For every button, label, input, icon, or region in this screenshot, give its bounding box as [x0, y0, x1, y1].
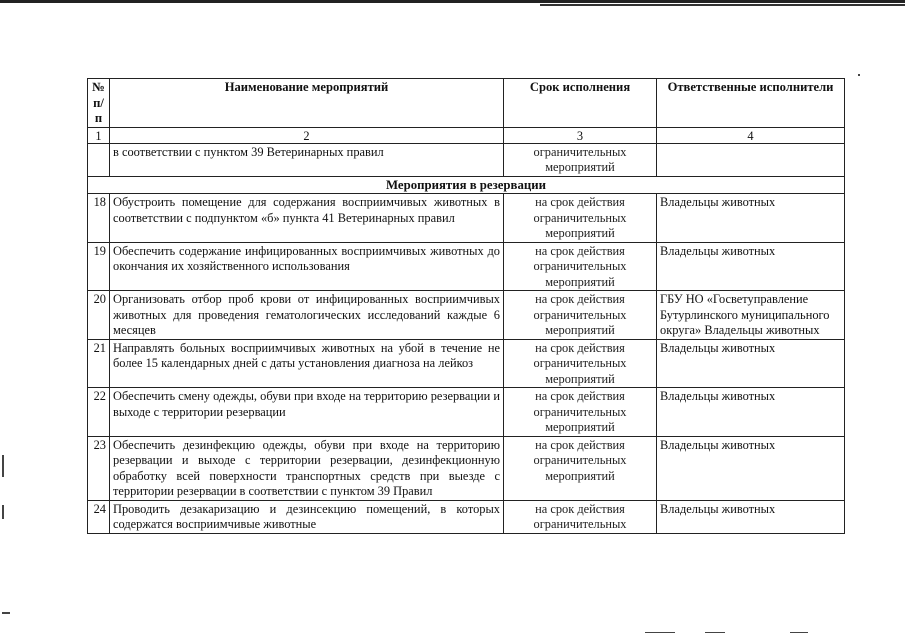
column-index-3: 3: [504, 127, 657, 143]
row-resp: [657, 143, 845, 176]
row-term: на срок действия ограничительных мероприятий: [504, 339, 657, 388]
table-row: [88, 194, 845, 243]
row-num: 18: [88, 194, 110, 243]
row-name: Обеспечить смену одежды, обуви при входе на территорию резервации и выходе с территории резервации: [110, 388, 504, 437]
column-index-1: 1: [88, 127, 110, 143]
row-num: 24: [88, 500, 110, 533]
row-resp: Владельцы животных: [657, 339, 845, 388]
table-row: [88, 242, 845, 291]
scan-mark-bottom-2: [705, 632, 725, 633]
section-title: Мероприятия в резервации: [88, 176, 845, 194]
column-index-2: 2: [110, 127, 504, 143]
measures-table: [87, 78, 845, 534]
table-row: [88, 388, 845, 437]
row-term: на срок действия ограничительных мероприятий: [504, 291, 657, 340]
header-row: [88, 79, 845, 128]
scan-mark-right-1: [858, 74, 860, 76]
row-name: в соответствии с пунктом 39 Ветеринарных правил: [110, 143, 504, 176]
row-resp: Владельцы животных: [657, 436, 845, 500]
row-term: на срок действия ограничительных мероприятий: [504, 436, 657, 500]
scan-mark-left-3: [2, 612, 10, 614]
row-resp: Владельцы животных: [657, 500, 845, 533]
row-num: 20: [88, 291, 110, 340]
scan-mark-left-1: [2, 455, 4, 477]
table-row: [88, 436, 845, 500]
scan-top-border-secondary: [540, 4, 905, 6]
table-row: [88, 291, 845, 340]
row-resp: Владельцы животных: [657, 194, 845, 243]
row-term: на срок действия ограничительных: [504, 500, 657, 533]
row-term: на срок действия ограничительных мероприятий: [504, 388, 657, 437]
scan-top-border: [0, 0, 905, 3]
scan-mark-bottom-1: [645, 632, 675, 633]
row-num: 19: [88, 242, 110, 291]
row-name: Направлять больных восприимчивых животных на убой в течение не более 15 календарных дней с даты установления диагноза на лейкоз: [110, 339, 504, 388]
row-num: [88, 143, 110, 176]
row-num: 22: [88, 388, 110, 437]
row-term: на срок действия ограничительных мероприятий: [504, 194, 657, 243]
header-resp: Ответственные исполнители: [657, 79, 845, 128]
row-name: Обустроить помещение для содержания восприимчивых животных в соответствии с подпунктом «б» пункта 41 Ветеринарных правил: [110, 194, 504, 243]
row-resp: ГБУ НО «Госветуправление Бутурлинского муниципального округа» Владельцы животных: [657, 291, 845, 340]
column-index-row: [88, 127, 845, 143]
header-num: № п/п: [88, 79, 110, 128]
column-index-4: 4: [657, 127, 845, 143]
scan-mark-bottom-3: [790, 632, 808, 633]
section-row: [88, 176, 845, 194]
header-name: Наименование мероприятий: [110, 79, 504, 128]
header-term: Срок исполнения: [504, 79, 657, 128]
table-row: [88, 339, 845, 388]
row-resp: Владельцы животных: [657, 242, 845, 291]
row-num: 23: [88, 436, 110, 500]
row-name: Обеспечить содержание инфицированных восприимчивых животных до окончания их хозяйственного использования: [110, 242, 504, 291]
row-term: ограничительных мероприятий: [504, 143, 657, 176]
scan-mark-left-2: [2, 505, 4, 519]
row-resp: Владельцы животных: [657, 388, 845, 437]
table-row-continued: [88, 143, 845, 176]
row-term: на срок действия ограничительных мероприятий: [504, 242, 657, 291]
row-name: Организовать отбор проб крови от инфицированных восприимчивых животных для проведения гематологических исследований каждые 6 месяцев: [110, 291, 504, 340]
table-row: [88, 500, 845, 533]
row-num: 21: [88, 339, 110, 388]
row-name: Проводить дезакаризацию и дезинсекцию помещений, в которых содержатся восприимчивые животные: [110, 500, 504, 533]
row-name: Обеспечить дезинфекцию одежды, обуви при входе на территорию резервации и выходе с территории резервации, дезинфекционную обработку всей поверхности транспортных средств при выезде с территории резервации в соответствии с пунктом 39 Правил: [110, 436, 504, 500]
